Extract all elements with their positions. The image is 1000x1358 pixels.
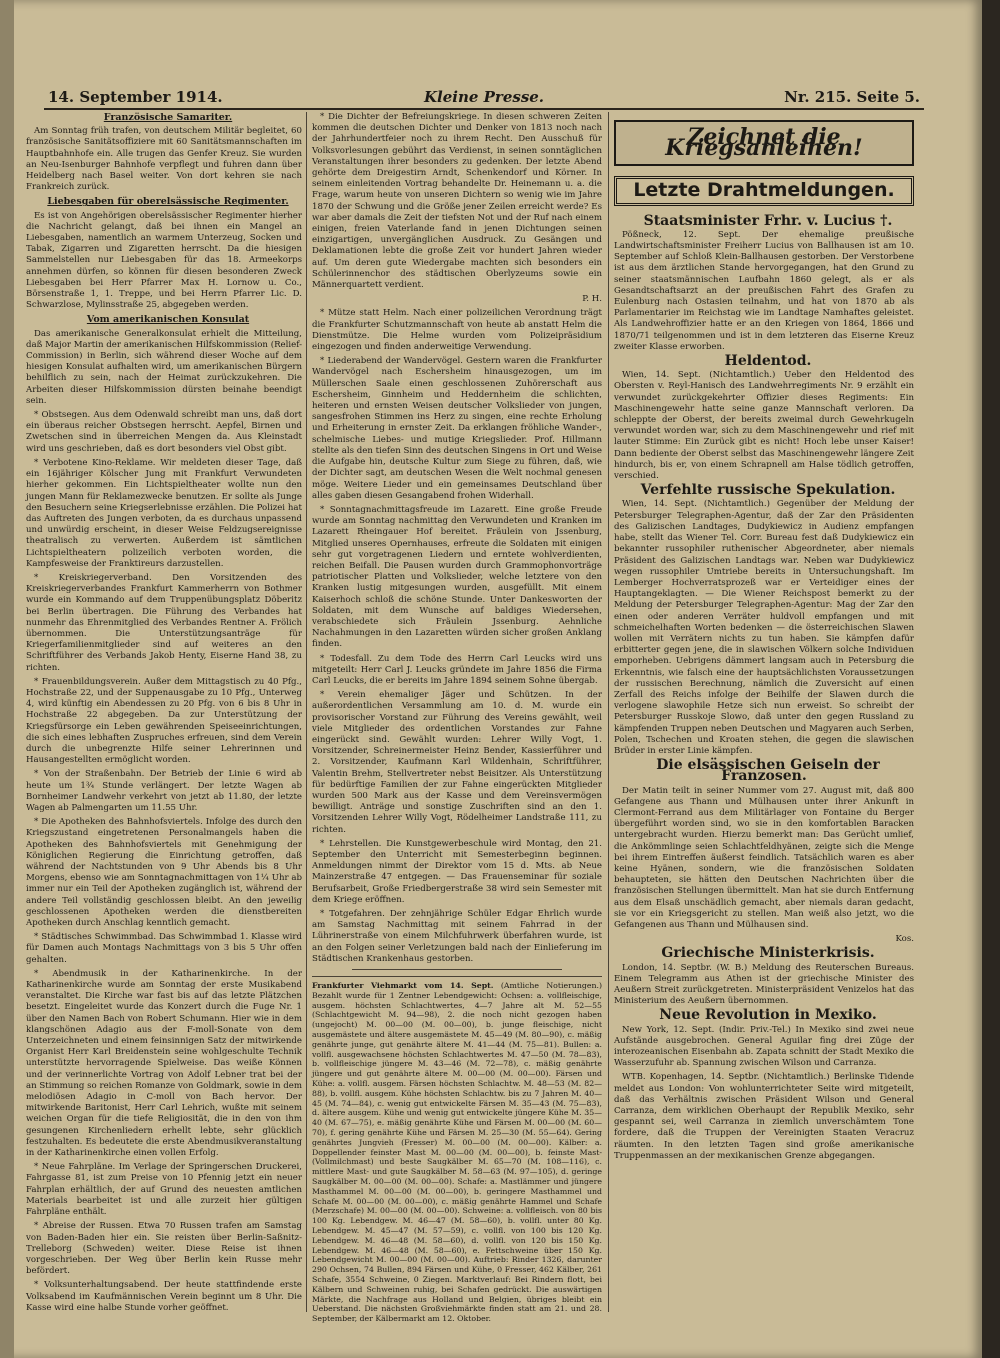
column-1 — [26, 112, 302, 1317]
headline: Französische Samariter. — [103, 112, 233, 123]
article-text: * Abreise der Russen. Etwa 70 Russen trafen am Samstag von Baden-Baden hier ein. Sie reisten über Berlin-Saßnitz-Trelleborg (Schweden) weiter. Diese Reise ist ihnen vorgeschrieben. Der Weg über Berlin kein Russe mehr befördert. — [26, 1221, 302, 1277]
page-header — [44, 86, 924, 110]
article-text: * Verein ehemaliger Jäger und Schützen. In der außerordentlichen Versammlung am 10. d. M. wurde ein provisorischer Vorstand zur Führung des Vereins gewählt, weil viele Mitglieder des ordentlichen Vorstandes zur Fahne eingerückt sind. Gewählt wurden: Lehrer Willy Vogt, 1. Vorsitzender, Schreinermeister Heinz Bender, Kassierführer und 2. Vorsitzender, Kaufmann Karl Wildenhain, Schriftführer, Valentin Brehm, Stellvertreter nebst Beisitzer. Als Unterstützung für bedürftige Familien der zur Fahne eingerückten Mitglieder wurden 500 Mark aus der Kasse und dem Vereinsvermögen bewilligt. Anträge und sonstige Zuschriften sind an den 1. Vorsitzenden Lehrer Willy Vogt, Rödelheimer Landstraße 111, zu richten. — [312, 690, 602, 835]
article-text: New York, 12. Sept. (Indir. Priv.-Tel.) In Mexiko sind zwei neue Aufstände ausgebrochen. General Aguilar fing drei Züge der interozeanischen Eisenbahn ab. Zapata schnitt der Stadt Mexiko die Wasserzufuhr ab. Spannung zwischen Wilson und Carranza. — [614, 1024, 914, 1069]
column-3 — [614, 112, 914, 1317]
headline: Neue Revolution in Mexiko. — [659, 1007, 877, 1024]
headline: Heldentod. — [724, 353, 812, 370]
column-rule-2 — [608, 112, 609, 1312]
article-text: * Neue Fahrpläne. Im Verlage der Springerschen Druckerei, Fahrgasse 81, ist zum Preise von 10 Pfennig jetzt ein neuer Fahrplan erhältlich, der auf Grund des neuesten amtlichen Materials bearbeitet ist und alle zurzeit hier gültigen Fahrpläne enthält. — [26, 1162, 302, 1218]
article-text: WTB. Kopenhagen, 14. Septbr. (Nichtamtlich.) Berlinske Tidende meldet aus London: Von wohlunterrichteter Seite wird mitgeteilt, daß das Verhältnis zwischen Präsident Wilson und General Carranza, dem wirklichen Oberhaupt der Republik Mexiko, sehr gespannt sei, weil Carranza in ziemlich unverschämtem Tone fordere, daß die Truppen der Vereinigten Staaten Veracruz räumten. In den letzten Tagen sind große amerikanische Truppenmassen an der mexikanischen Grenze abgegangen. — [614, 1072, 914, 1161]
article-text: * Liederabend der Wandervögel. Gestern waren die Frankfurter Wandervögel nach Eschersheim hinausgezogen, um im Müllerschen Saale einen geschlossenen Zuhörerschaft aus Eschersheim, Ginnheim und Heddernheim die schlichten, heiteren und ernsten Weisen deutscher Volkslieder von jungen, sangesfrohen Stimmen ins Herz zu singen, eine rechte Erholung und Erheiterung in ernster Zeit. Da erklangen fröhliche Wander-, schelmische Liebes- und mutige Kriegslieder. Prof. Hillmann stellte als den tiefen Sinn des deutschen Singens in Ort und Weise die Aufgabe hin, deutsche Kultur zum Siege zu führen, daß, wie der Dichter sagt, am deutschen Wesen die Welt nochmal genesen möge. Weitere Lieder und ein gemeinsames Deutschland über alles gaben diesen Gesangabend frohen Widerhall. — [312, 356, 602, 501]
article-text: * Obstsegen. Aus dem Odenwald schreibt man uns, daß dort ein überaus reicher Obstsegen herrscht. Aepfel, Birnen und Zwetschen sind in überreichen Mengen da. Aus Kleinstadt wird uns geschrieben, daß es dort besonders viel Obst gibt. — [26, 410, 302, 454]
market-text: (Amtliche Notierungen.) Bezahlt wurde für 1 Zentner Lebendgewicht: Ochsen: a. vollfleischige, ausgem. höchsten Schlachtwertes, 4—7 Jahre alt M. 52—55 (Schlachtgewicht M. 94—98), 2. die noch nicht gezogen haben (ungejocht) M. 00—00 (M. 00—00), b. junge fleischige, nicht ausgemästete und ältere ausgemästete M. 45—49 (M. 80—90), c. mäßig genährte junge, gut genährte ältere M. 41—44 (M. 75—81). Bullen: a. vollfl. ausgewachsene höchsten Schlachtwertes M. 47—50 (M. 78—83), b. vollfleischige jüngere M. 43—46 (M. 72—78), c. mäßig genährte jüngere und gut genährte ältere M. 00—00 (M. 00—00). Färsen und Kühe: a. vollfl. ausgem. Färsen höchsten Schlachtw. M. 48—53 (M. 82—88), b. vollfl. ausgem. Kühe höchsten Schlachtw. bis zu 7 Jahren M. 40—45 (M. 74—84), c. wenig gut entwickelte Färsen M. 35—43 (M. 75—83), d. ältere ausgem. Kühe und wenig gut entwickelte jüngere Kühe M. 35—40 (M. 67—75), e. mäßig genährte Kühe und Färsen M. 00—00 (M. 60—70), f. gering genährte Kühe und Färsen M. 25—30 (M. 55—64). Gering genährtes Jungvieh (Fresser) M. 00—00 (M. 00—00). Kälber: a. Doppellender feinster Mast M. 00—00 (M. 00—00), b. feinste Mast- (Vollmilchmast) und beste Saugkälber M. 65—70 (M. 108—116), c. mittlere Mast- und gute Saugkälber M. 58—63 (M. 97—105), d. geringe Saugkälber M. 00—00 (M. 00—00). Schafe: a. Mastlämmer und jüngere Masthammel M. 00—00 (M. 00—00), b. geringere Masthammel und Schafe M. 00—00 (M. 00—00), c. mäßig genährte Hammel und Schafe (Merzschafe) M. 00—00 (M. 00—00). Schweine: a. vollfleisch. von 80 bis 100 Kg. Lebendgew. M. 46—47 (M. 58—60), b. vollfl. unter 80 Kg. Lebendgew. M. 45—47 (M. 57—59), c. vollfl. von 100 bis 120 Kg. Lebendgew. M. 46—48 (M. 58—60), d. vollfl. von 120 bis 150 Kg. Lebendgew. M. 46—48 (M. 58—60), e. Fettschweine über 150 Kg. Lebendgewicht M. 00—00 (M. 00—00). Auftrieb: Rinder 1326, darunter 290 Ochsen, 74 Bullen, 894 Färsen und Kühe, 0 Fresser, 462 Kälber, 261 Schafe, 3554 Schweine, 0 Ziegen. Marktverlauf: Bei Rindern flott, bei Kälbern und Schweinen ruhig, bei Schafen gedrückt. Die auswärtigen Märkte, die Nachfrage aus Holland und Belgien, übriges bleibt ein Ueberstand. Die nächsten Großviehmärkte finden statt am 21. und 28. September, der Kälbermarkt am 12. Oktober. — [312, 981, 602, 1324]
divider — [352, 969, 562, 970]
page-binding — [0, 0, 14, 1358]
article-text: * Mütze statt Helm. Nach einer polizeilichen Verordnung trägt die Frankfurter Schutzmannschaft von heute ab anstatt Helm die Dienstmütze. Die Helme wurden vom Polizeipräsidium eingezogen und finden anderweitige Verwendung. — [312, 308, 602, 353]
article-text: * Totgefahren. Der zehnjährige Schüler Edgar Ehrlich wurde am Samstag Nachmittag mit seinem Fahrrad in der Lührinerstraße von einem Milchfuhrwerk überfahren wurde, ist an den Folgen seiner Verletzungen bald nach der Einlieferung im Städtischen Krankenhaus gestorben. — [312, 909, 602, 964]
article-text: Der Matin teilt in seiner Nummer vom 27. August mit, daß 800 Gefangene aus Thann und Mülhausen unter ihrer Ankunft in Clermont-Ferrand aus dem Militärlager von Fontaine du Berger übergeführt worden sind, wo sie in den komfortablen Baracken untergebracht wurden. Hierzu bemerkt man: Das Gerücht umlief, die Ankömmlinge seien Schlachtfeldhyänen, zeigte sich die Menge bei ihrem Eintreffen äußerst feindlich. Tatsächlich waren es aber keine Hyänen, sondern, wie die französischen Soldaten behaupteten, sie hätten den Deutschen Nachrichten über die französischen Stellungen übermittelt. Man hat sie durch Entfernung aus dem Elsaß unschädlich gemacht, aber niemals daran gedacht, sie vor ein Kriegsgericht zu stellen. Man weiß also jetzt, wo die Gefangenen aus Thann und Mülhausen sind. — [614, 785, 914, 930]
article-text: * Sonntagnachmittagsfreude im Lazarett. Eine große Freude wurde am Sonntag nachmittag den Verwundeten und Kranken im Lazarett Rheingauer Hof bereitet. Fräulein von Jssenburg, Mitglied unseres Opernhauses, erfreute die Soldaten mit einigen sehr gut vorgetragenen Liedern und erntete wohlverdienten, reichen Beifall. Die Pausen wurden durch Grammophonvorträge patriotischer Platten und Volkslieder, welche letztere von den Kranken lustig mitgesungen wurden, ausgefüllt. Mit einem Kaiserhoch schloß die schöne Stunde. Unter Dankesworten der Soldaten, mit dem Wunsche auf baldiges Wiedersehen, verabschiedete sich Fräulein Jssenburg. Aehnliche Nachahmungen in den Lazaretten würden sicher großen Anklang finden. — [312, 504, 602, 650]
article-signature: Kos. — [895, 934, 914, 945]
cattle-market-report — [312, 976, 602, 1324]
article-text: Pößneck, 12. Sept. Der ehemalige preußische Landwirtschaftsminister Freiherr Lucius von Ballhausen ist am 10. September auf Schloß Klein-Ballhausen gestorben. Der Verstorbene ist aus dem ärztlichen Stande hervorgegangen, hat den Grund zu seiner staatsmännischen Laufbahn 1860 gelegt, als er als Gesandtschaftsarzt an der preußischen Fahrt des Grafen zu Eulenburg nach Ostasien teilnahm, und hat von 1870 ab als Parlamentarier im Reichstag wie im Landtage Namhaftes geleistet. Als Landwehroffizier hatte er an den Kriegen von 1864, 1866 und 1870/71 teilgenommen und ist in dem letzteren das Eiserne Kreuz zweiter Klasse erworben. — [614, 229, 914, 352]
headline: Vom amerikanischen Konsulat — [86, 314, 250, 326]
headline: Liebesgaben für oberelsässische Regimenter. — [47, 196, 289, 208]
headline: Verfehlte russische Spekulation. — [640, 482, 896, 499]
article-text: * Kreiskriegerverband. Den Vorsitzenden des Kreiskriegerverbandes Frankfurt Kammerherrn von Bothmer wurde ein Kommando auf dem Truppenübungsplatz Döberitz bei Berlin übertragen. Die Führung des Verbandes hat nunmehr das Ehrenmitglied des Verbandes Rentner A. Frölich übernommen. Die Unterstützungsanträge für Kriegerfamilienmitglieder sind auf weiteres an den Schriftführer des Verbands Jakob Henty, Eiserne Hand 38, zu richten. — [26, 572, 302, 673]
article-text: * Von der Straßenbahn. Der Betrieb der Linie 6 wird ab heute um 1¾ Stunde verlängert. Der letzte Wagen ab Bornheimer Landwehr verkehrt von jetzt ab 11.80, der letzte Wagen ab Palmengarten um 11.55 Uhr. — [26, 769, 302, 813]
article-signature: P. H. — [582, 294, 602, 305]
article-text: * Todesfall. Zu dem Tode des Herrn Carl Leucks wird uns mitgeteilt: Herr Carl J. Leucks gründete im Jahre 1856 die Firma Carl Leucks, die er bereits im Jahre 1894 seinem Sohne übergab. — [312, 653, 602, 686]
headline: Staatsminister Frhr. v. Lucius †. — [643, 212, 893, 229]
latest-wire-box: Letzte Drahtmeldungen. — [614, 176, 914, 205]
header-date: 14. September 1914. — [48, 88, 223, 106]
article-text: * Städtisches Schwimmbad. Das Schwimmbad 1. Klasse wird für Damen auch Montags Nachmittags von 3 bis 5 Uhr offen gehalten. — [26, 932, 302, 965]
article-text: Am Sonntag früh trafen, von deutschem Militär begleitet, 60 französische Sanitätsoffiziere mit 60 Sanitätsmannschaften im Hauptbahnhofe ein. Alle trugen das Genfer Kreuz. Sie wurden an Neu-Isenburger Bahnhofe verpflegt und fuhren dann über Heidelberg nach Basel weiter. Von dort kehren sie nach Frankreich zurück. — [26, 126, 302, 193]
article-text: * Volksunterhaltungsabend. Der heute stattfindende erste Volksabend im Kaufmännischen Verein beginnt um 8 Uhr. Die Kasse wird eine halbe Stunde vorher geöffnet. — [26, 1280, 302, 1313]
market-title: Frankfurter Viehmarkt vom 14. Sept. — [312, 981, 494, 991]
header-issue: Nr. 215. Seite 5. — [784, 88, 920, 106]
header-title: Kleine Presse. — [424, 88, 545, 106]
headline: Griechische Ministerkrisis. — [661, 945, 875, 962]
article-text: Es ist von Angehörigen oberelsässischer Regimenter hierher die Nachricht gelangt, daß bei ihnen ein Mangel an Liebesgaben, namentlich an warmem Unterzeug, Socken und Tabak, Zigarren und Zigaretten herrscht. Da die hiesigen Sammelstellen nur Liebesgaben für das 18. Armeekorps annehmen dürfen, so können für diesen besonderen Zweck Liebesgaben bei Herr Pfarrer Max H. Lornow u. Co., Börsenstraße 1, 1. Treppe, und bei Herrn Pfarrer Lic. D. Schwarzlose, Mylinsstraße 25, abgegeben werden. — [26, 210, 302, 311]
article-text: London, 14. Septbr. (W. B.) Meldung des Reuterschen Bureaus. Einem Telegramm aus Athen ist der griechische Minister des Aeußern Streit zurückgetreten. Ministerpräsident Venizelos hat das Ministerium des Aeußern übernommen. — [614, 962, 914, 1007]
article-text: * Die Dichter der Befreiungskriege. In diesen schweren Zeiten kommen die deutschen Dichter und Denker von 1813 noch nach der Jahrhundertfeier noch zu ihrem Recht. Den Ausschuß für Volksvorlesungen gebührt das Verdienst, in seinen sonntäglichen Veranstaltungen ihrer besonders zu gedenken. Der letzte Abend gehörte dem Dreigestirn Arndt, Schenkendorf und Körner. In seinem einleitenden Vortrag behandelte Dr. Heinemann u. a. die Frage, warum heute von unseren Dichtern so wenig wie im Jahre 1870 der Schwung und die Größe jener Zeilen erreicht werde? Es war aber damals die Zeit der tiefsten Not und der Ruf nach einem einigen, freien Vaterlande fand in jenen Dichtungen seinen einzigartigen, unvergänglichen Ausdruck. Zu Gesängen und Deklamationen lebte die große Zeit vor hundert Jahren wieder auf. Um deren gute Wiedergabe machten sich besonders ein Schülerinnenchor des städtischen Oberlyzeums sowie ein Männerquartett verdient. — [312, 112, 602, 291]
article-text: Wien, 14. Sept. (Nichtamtlich.) Gegenüber der Meldung der Petersburger Telegraphen-Agentur, daß der Zar den Präsidenten des Galizischen Landtages, Dudykiewicz in Audienz empfangen habe, stellt das Wiener Tel. Corr. Bureau fest daß Dudykiewicz ein bekannter russophiler ruthenischer Abgeordneter, aber niemals Präsident des Galizischen Landtags war. Neben war Dudykiewicz wegen russophiler Umtriebe bereits in Untersuchungshaft. Im Lemberger Hochverratsprozeß war er Verteidiger eines der Hauptangeklagten. — Die Wiener Reichspost bemerkt zu der Meldung der Petersburger Telegraphen-Agentur: Mag der Zar den einen oder anderen Verräter huldvoll empfangen und mit schmeichelhaften Worten bedenken — die österreichischen Slawen wollen mit Verrätern nichts zu tun haben. Sie kämpfen dafür erbitterter gegen jene, die in slawischen Völkern solche Individuen emporheben. Uebrigens dämmert langsam auch in Petersburg die Erkenntnis, wie falsch eine der hauptsächlichsten Voraussetzungen der russischen Berechnung, nämlich die Zuversicht auf einen Zerfall des Reichs infolge der Beihilfe der Slawen durch die verlogene slawophile Hetze sich nun erweist. So schreibt der Petersburger Russkoje Slowo, daß unter den gegen Russland zu kämpfenden Truppen neben Deutschen und Magyaren auch Serben, Polen, Tschechen und Kroaten stehen, die gegen die slawischen Brüder in erster Linie kämpfen. — [614, 499, 914, 756]
article-text: * Abendmusik in der Katharinenkirche. In der Katharinenkirche wurde am Sonntag der erste Musikabend veranstaltet. Die Kirche war fast bis auf das letzte Plätzchen besetzt. Eingeleitet wurde das Konzert durch die Fuge Nr. 1 über den Namen Bach von Robert Schumann. Hier wie in dem klangschönen Adagio aus der F-moll-Sonate von dem Unterzeichneten und einem feinsinnigen Satz der mitwirkende Organist Herr Karl Breidenstein seine wohlgeschulte Technik unterstützte hervorragende Spielweise. Das weiße Können und der verinnerlichte Vortrag von Adolf Lebner trat bei der an Stimmung so reichen Romanze von Goldmark, sowie in dem melodiösen Adagio in C-moll von Bach hervor. Der mitwirkende Baritonist, Herr Carl Lehrich, wußte mit seinem weichen Organ für die tiefe Religiosität, die in den von ihm gesungenen Kirchenliedern erhellt lebte, sehr glücklich festzuhalten. Es bedeutete die erste Abendmusikveranstaltung in der Katharinenkirche einen vollen Erfolg. — [26, 968, 302, 1159]
war-loan-banner: Zeichnet die Kriegsanleihen! — [614, 120, 914, 166]
article-text: * Frauenbildungsverein. Außer dem Mittagstisch zu 40 Pfg., Hochstraße 22, und der Suppenausgabe zu 10 Pfg., Unterweg 4, wird künftig ein Abendessen zu 20 Pfg. von 6 bis 8 Uhr in Hochstraße 22 abgegeben. Da zur Unterstützung der Kriegsfürsorge ein Leben gewährenden Speiseeinrichtungen, die sich eines lebhaften Zuspruches erfreuen, sind dem Verein durch die unbegrenzte Hilfe seiner Lehrerinnen und Hausangestellten ermöglicht worden. — [26, 676, 302, 766]
article-text: * Verbotene Kino-Reklame. Wir meldeten dieser Tage, daß ein 16jähriger Kölscher Jung mit Frankfurt Verwundeten hierher gekommen. Ein Lichtspieltheater wollte nun den jungen Mann für Reklamezwecke benutzen. Er sollte als Junge den Besuchern seine Kriegserlebnisse erzählen. Die Polizei hat das Auftreten des Jungen verboten, da es durchaus unpassend und unwürdig erscheint, in dieser Weise Feldzugsereignisse theatralisch zu verwerten. Außerdem ist sämtlichen Lichtspieltheatern polizeilich verboten worden, die Kampfesweise der Franktireurs darzustellen. — [26, 457, 302, 569]
headline: Die elsässischen Geiseln der Franzosen. — [656, 757, 880, 785]
article-text: Das amerikanische Generalkonsulat erhielt die Mitteilung, daß Major Martin der amerikanischen Hilfskommission (Relief-Commission) in Berlin, sich während dieser Woche auf dem hiesigen Konsulat aufhalten wird, um amerikanischen Bürgern behilflich zu sein, nach der Heimat zurückzukehren. Die Arbeiten dieser Hilfskommission dürsten beinahe beendigt sein. — [26, 328, 302, 406]
column-2 — [312, 112, 602, 1324]
article-text: * Lehrstellen. Die Kunstgewerbeschule wird Montag, den 21. September den Unterricht mit Semesterbeginn beginnen. Anmeldungen nimmt der Direktor vom 15 d. Mts. ab Neue Mainzerstraße 47 entgegen. — Das Frauenseminar für soziale Berufsarbeit, Große Friedbergerstraße 38 wird sein Semester mit dem Kriege eröffnen. — [312, 838, 602, 905]
column-rule-1 — [306, 112, 307, 1312]
article-text: * Die Apotheken des Bahnhofsviertels. Infolge des durch den Kriegszustand eingetretenen Personalmangels haben die Apotheken des Bahnhofsviertels mit Genehmigung der Königlichen Regierung die Einrichtung getroffen, daß während der Nachtstunden von 9 Uhr Abends bis 8 Uhr Morgens, ebenso wie am Sonntagnachmittagen von 1¼ Uhr ab immer nur ein Teil der Apotheken zugänglich ist, während der andere Teil vollständig geschlossen bleibt. An den jeweilig geschlossenen Apotheken werden die dienstbereiten Apotheken durch Anschlag kenntlich gemacht. — [26, 817, 302, 929]
article-text: Wien, 14. Sept. (Nichtamtlich.) Ueber den Heldentod des Obersten v. Reyl-Hanisch des Landwehrregiments Nr. 9 erzählt ein verwundet zurückgekehrter Offizier dieses Regiments: Ein Maschinengewehr hatte seine ganze Mannschaft verloren. Da schleppte der Oberst, der bereits zweimal durch Gewehrkugeln verwundet worden war, sich zu dem Maschinengewehr und rief mit lauter Stimme: Ein Zurück gibt es nicht! Hoch lebe unser Kaiser! Dann bediente der Oberst selbst das Maschinengewehr längere Zeit hindurch, bis er, von einem Schrapnell am Halse tödlich getroffen, verschied. — [614, 370, 914, 482]
